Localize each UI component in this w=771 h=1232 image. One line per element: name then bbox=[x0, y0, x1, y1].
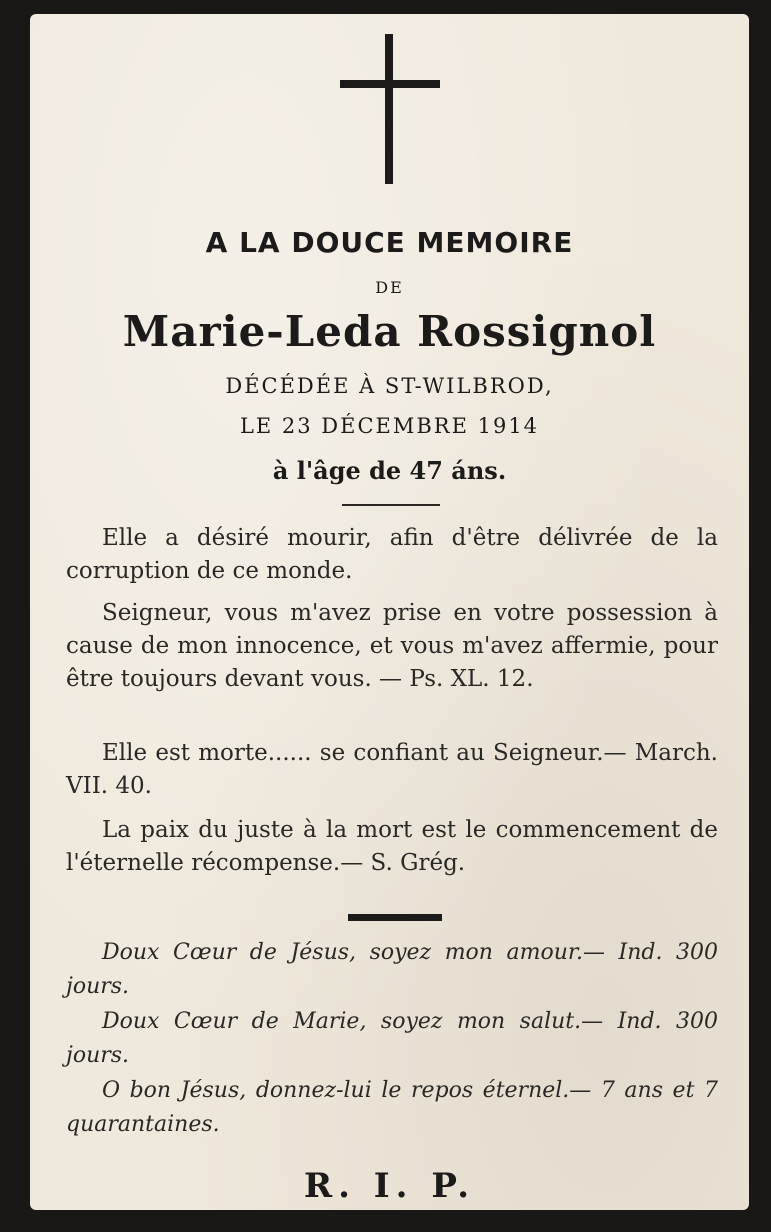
verse-paragraph: La paix du juste à la mort est le commencement de l'éternelle récompense.— S. Grég. bbox=[66, 817, 718, 876]
prayer-line: O bon Jésus, donnez-lui le repos éternel.— 7 ans et 7 quarantaines. bbox=[66, 1078, 718, 1137]
divider-thin bbox=[342, 504, 440, 506]
death-date: LE 23 DÉCEMBRE 1914 bbox=[239, 414, 540, 438]
card-paper bbox=[30, 14, 749, 1210]
card-heading: A LA DOUCE MEMOIRE bbox=[205, 226, 574, 259]
card-de: DE bbox=[375, 278, 404, 297]
death-place: DÉCÉDÉE À ST-WILBROD, bbox=[225, 374, 554, 398]
divider-thick bbox=[348, 914, 442, 921]
verse-paragraph: Seigneur, vous m'avez prise en votre possession à cause de mon innocence, et vous m'avez affermie, pour être toujours devant vous. — Ps. XL. 12. bbox=[66, 600, 718, 692]
death-age: à l'âge de 47 áns. bbox=[272, 456, 507, 485]
prayer-line: Doux Cœur de Marie, soyez mon salut.— Ind. 300 jours. bbox=[66, 1009, 718, 1068]
verse-paragraph: Elle a désiré mourir, afin d'être délivrée de la corruption de ce monde. bbox=[66, 525, 718, 584]
cross-icon bbox=[330, 34, 450, 194]
deceased-name: Marie-Leda Rossignol bbox=[122, 307, 657, 356]
rip-closing: R. I. P. bbox=[303, 1166, 476, 1206]
prayer-line: Doux Cœur de Jésus, soyez mon amour.— Ind. 300 jours. bbox=[66, 940, 718, 999]
verse-paragraph: Elle est morte...... se confiant au Seigneur.— March. VII. 40. bbox=[66, 740, 718, 799]
